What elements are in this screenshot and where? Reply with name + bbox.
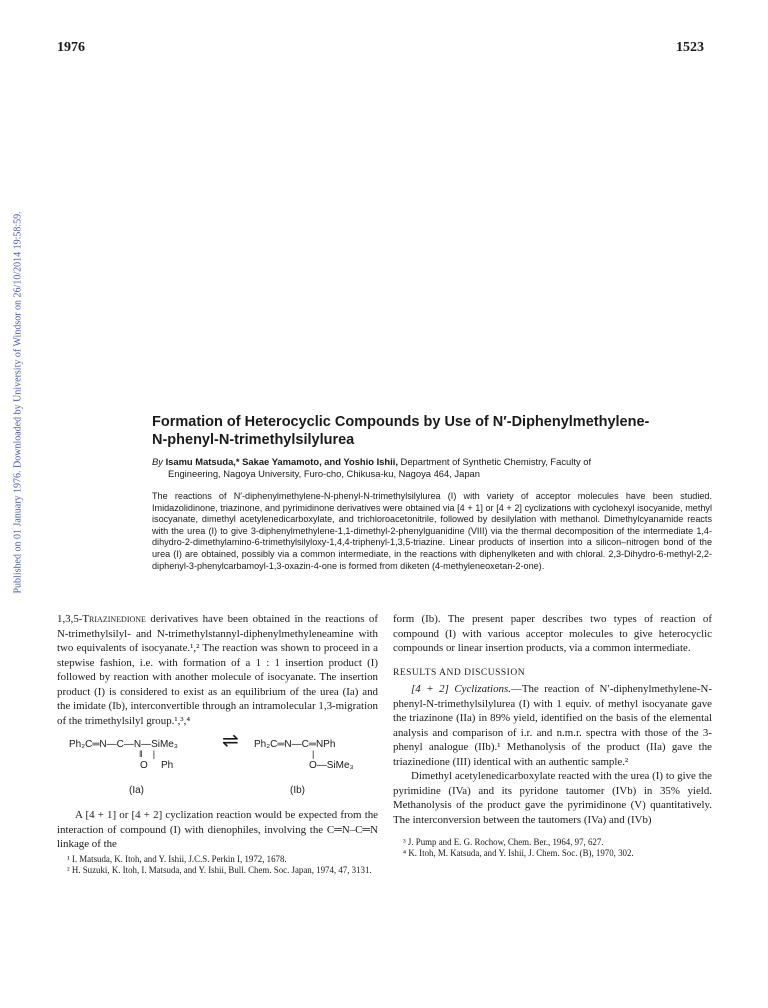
footnote-3: ³ J. Pump and E. G. Rochow, Chem. Ber., 1964, 97, 627.	[403, 837, 604, 847]
journal-year: 1976	[57, 40, 85, 55]
byline	[152, 456, 712, 480]
footnote-2: ² H. Suzuki, K. Itoh, I. Matsuda, and Y. Ishii, Bull. Chem. Soc. Japan, 1974, 47, 3131.	[67, 864, 372, 875]
continuation-paragraph: form (Ib). The present paper describes two types of reaction of compound (I) with various acceptor molecules to give heterocyclic compounds or linear insertion products, via a common intermediate.	[393, 613, 712, 654]
acetylenedicarboxylate-paragraph: Dimethyl acetylenedicarboxylate reacted with the urea (I) to give the pyrimidine (IVa) and its pyridone tautomer (IVb) in 35% yield. Methanolysis of the product gave the pyrimidinone (V) quantitatively. The interconversion between the tautomers (IVa) and (IVb)	[393, 770, 712, 826]
scheme-label-ia: (Ia)	[129, 785, 144, 796]
title-line-1: Formation of Heterocyclic Compounds by Use of N′-Diphenylmethylene-	[152, 414, 650, 430]
scheme-double-bond-mark: ‖ |	[139, 749, 156, 759]
scheme-carbonyl-o: O	[140, 760, 148, 771]
abstract: The reactions of N′-diphenylmethylene-N-phenyl-N-trimethylsilylurea (I) with variety of acceptor molecules have been studied. Imidazolidinone, triazinone, and pyrimidinone derivatives were obtained via [4 + 1] or [4 + 2] cyclizations with cyclohexyl isocyanide, methyl isocyanate, dimethyl acetylenedicarboxylate, and trichloroacetonitrile, followed by desilylation with methanol. Dimethylcyanamide reacts with the urea (I) to give 3-diphenylmethylene-1,1-dimethyl-2-phenylguanidine (VIII) via the thermal decomposition of the intermediate 1,4-dihydro-2-dimethylamino-6-trimethylsilyloxy-1,4,4-triphenyl-1,3,5-triazine. Linear products of insertion into a silicon–nitrogen bond of the urea (I) are obtained, possibly via a common intermediate, in the reactions with diphenylketen and with chloral. 2,3-Dihydro-6-methyl-2,2-diphenyl-3-phenylcarbamoyl-1,3-oxazin-4-one is formed from diketen (4-methyleneoxetan-2-one).	[152, 491, 712, 571]
article-title	[152, 413, 717, 449]
by-label: By	[152, 456, 163, 467]
affiliation-line-2: Engineering, Nagoya University, Furo-cho, Chikusa-ku, Nagoya 464, Japan	[168, 468, 480, 479]
page-number: 1523	[676, 40, 704, 55]
scheme-imidate-structure: Ph₂C═N—C═NPh	[254, 739, 336, 750]
cyclization-paragraph: A [4 + 1] or [4 + 2] cyclization reaction would be expected from the interaction of compound (I) with dienophiles, involving the C═N–C═N linkage of the	[57, 809, 378, 850]
footnotes-left	[57, 854, 378, 876]
title-line-2: N-phenyl-N-trimethylsilylurea	[152, 432, 355, 448]
results-text: —The reaction of N′-diphenylmethylene-N-phenyl-N-trimethylsilylurea (I) with 1 equiv. of methyl isocyanate gave the triazinone (IIa) in 89% yield, identified on the basis of the elemental analysis and comparison of i.r. and n.m.r. spectra with those of the 3-phenyl analogue (IIb).¹ Methanolysis of the product (IIa) gave the triazinedione (III) identical with an authentic sample.²	[393, 683, 712, 768]
results-paragraph	[393, 682, 712, 769]
right-column	[393, 612, 712, 859]
footnote-1: ¹ I. Matsuda, K. Itoh, and Y. Ishii, J.C.S. Perkin I, 1972, 1678.	[67, 853, 287, 864]
reaction-scheme	[57, 730, 378, 804]
footnotes-right	[393, 837, 712, 859]
scheme-phenyl: Ph	[161, 760, 174, 771]
authors: Isamu Matsuda,* Sakae Yamamoto, and Yoshio Ishii,	[165, 456, 398, 467]
scheme-label-ib: (Ib)	[290, 785, 305, 796]
footnote-4: ⁴ K. Itoh, M. Katsuda, and Y. Ishii, J. Chem. Soc. (B), 1970, 302.	[403, 848, 634, 858]
left-column	[57, 612, 378, 876]
scheme-urea-structure: Ph₂C═N—C—N—SiMe₃	[69, 739, 178, 750]
section-heading: RESULTS AND DISCUSSION	[393, 667, 526, 678]
affiliation-line-1: Department of Synthetic Chemistry, Faculty of	[400, 456, 592, 467]
scheme-osime3: O—SiMe₃	[309, 760, 354, 771]
download-watermark[interactable]: Published on 01 January 1976. Downloaded by University of Windsor on 26/10/2014 19:58:59.	[12, 211, 24, 594]
intro-lead: 1,3,5-Triazinedione	[57, 613, 146, 625]
scheme-equilibrium-arrows: ⇌	[222, 730, 239, 752]
scheme-single-bond-mark: |	[312, 749, 315, 759]
intro-paragraph	[57, 612, 378, 728]
subsection-heading: [4 + 2] Cyclizations.	[411, 683, 511, 695]
intro-text: derivatives have been obtained in the reactions of N-trimethylsilyl- and N-trimethylstannyl-diphenylmethyleneamine with two equivalents of isocyanate.¹,² The reaction was shown to proceed in a stepwise fashion, i.e. with formation of a 1 : 1 insertion product (I) followed by reaction with another molecule of isocyanate. The insertion product (I) is considered to exist as an equilibrium of the urea (Ia) and the imidate (Ib), interconvertible through an intramolecular 1,3-migration of the trimethylsilyl group.¹,³,⁴	[57, 613, 378, 727]
